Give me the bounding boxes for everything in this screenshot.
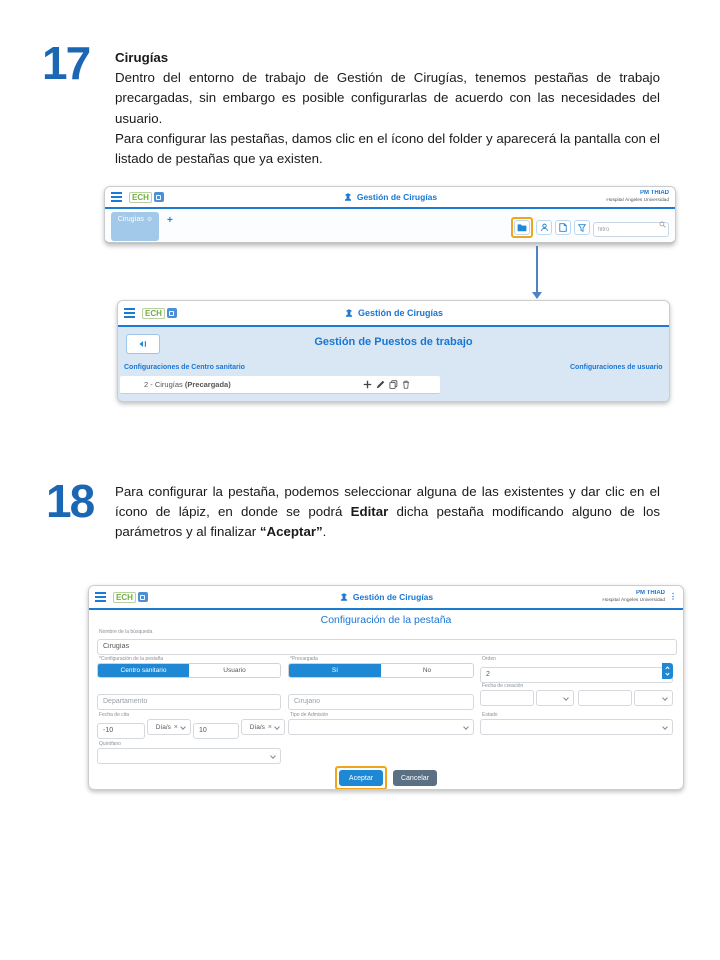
- chevron-down-icon: [662, 695, 668, 701]
- label-nombre-busqueda: Nombre de la búsqueda: [99, 629, 153, 635]
- form-buttons: [89, 766, 683, 790]
- cita-hasta-input[interactable]: [193, 723, 239, 739]
- label-fecha-creacion: Fecha de creación: [482, 683, 524, 689]
- step-18-t1: Para configurar la pestaña, podemos seleccionar alguna de las existentes y dar clic en el ícono de lápiz, en donde se podrá: [115, 484, 660, 520]
- edit-pencil-icon[interactable]: [376, 380, 385, 389]
- logo-chip-icon: [167, 308, 177, 318]
- chevron-down-icon: [463, 724, 469, 730]
- chevron-down-icon: [270, 753, 276, 759]
- field-cirujano: [288, 690, 474, 706]
- menu-icon[interactable]: [111, 196, 122, 198]
- row-bold-text: (Precargada): [184, 380, 231, 389]
- cita-unidad-select[interactable]: [147, 719, 191, 735]
- user-name: PM THIAD: [636, 590, 665, 597]
- cita-unidad2-value: Día/s: [249, 723, 265, 731]
- step-17-paragraph-2: Para configurar las pestañas, damos clic en el ícono del folder y aparecerá la pantalla con el listado de pestañas que ya existen.: [115, 130, 660, 167]
- user-organization: Hospital Ángeles Universidad: [602, 597, 665, 603]
- logo-chip-icon: [138, 592, 148, 602]
- nombre-input[interactable]: [97, 639, 677, 655]
- departamento-input[interactable]: [97, 694, 281, 710]
- step-17-paragraph-1: Dentro del entorno de trabajo de Gestión de Cirugías, tenemos pestañas de trabajo precargadas, sin embargo es posible configurarlas de acuerdo con las necesidades del usuario.: [115, 70, 660, 126]
- app-title-text: Gestión de Cirugías: [356, 192, 438, 202]
- user-organization: Hospital Ángeles Universidad: [606, 197, 669, 203]
- add-icon[interactable]: [363, 380, 372, 389]
- orden-input[interactable]: [480, 667, 673, 683]
- step-18-bold-editar: Editar: [350, 504, 389, 520]
- screenshot-surgery-app: [104, 186, 676, 244]
- aceptar-highlight-box: [335, 766, 387, 790]
- field-cita-hasta: [193, 719, 239, 735]
- row-text: 2 - Cirugías: [144, 380, 185, 389]
- form-title: Configuración de la pestaña: [320, 614, 452, 626]
- estado-select[interactable]: [480, 719, 673, 735]
- search-icon: [659, 221, 666, 228]
- app-title: [118, 308, 669, 318]
- fecha-creacion-unidad2-select[interactable]: [634, 690, 673, 706]
- step-17-text: [115, 48, 660, 169]
- user-info[interactable]: [606, 190, 669, 203]
- filter-button[interactable]: [574, 220, 590, 235]
- toggle-usuario[interactable]: Usuario: [189, 664, 280, 677]
- clear-icon[interactable]: ×: [267, 723, 272, 731]
- field-nombre: [97, 635, 677, 651]
- fecha-creacion-unidad-select[interactable]: [536, 690, 574, 706]
- user-icon: [540, 223, 549, 232]
- cancelar-button[interactable]: Cancelar: [393, 770, 437, 786]
- menu-icon[interactable]: [95, 596, 106, 598]
- surgeon-icon: [343, 192, 353, 202]
- user-name: PM THIAD: [640, 190, 669, 197]
- field-cita-desde: [97, 719, 145, 735]
- document-icon: [559, 223, 567, 232]
- app-title: [89, 592, 683, 602]
- step-17-number: 17: [42, 37, 90, 89]
- surgeon-icon: [344, 308, 354, 318]
- step-18-t2: dicha pestaña modificando alguno de los parámetros y al finalizar: [115, 504, 661, 540]
- copy-icon[interactable]: [389, 380, 398, 389]
- label-config-pestana: *Configuración de la pestaña: [99, 656, 164, 662]
- ech-logo: [113, 592, 148, 603]
- app-header: [89, 586, 683, 610]
- quirofano-select[interactable]: [97, 748, 281, 764]
- row-actions: [363, 380, 410, 389]
- toolbar: [511, 217, 669, 238]
- user-info[interactable]: [602, 590, 665, 603]
- add-tab-button[interactable]: +: [167, 215, 173, 226]
- chevron-down-icon: [274, 724, 280, 730]
- chevron-down-icon: [665, 671, 669, 675]
- document-button[interactable]: [555, 220, 571, 235]
- app-title: [105, 192, 675, 202]
- orden-stepper[interactable]: [662, 663, 673, 679]
- puestos-body: [118, 327, 669, 401]
- filter-input[interactable]: [593, 222, 669, 237]
- chevron-down-icon: [662, 724, 668, 730]
- step-18-text: [115, 482, 660, 543]
- section-title: Gestión de Puestos de trabajo: [314, 336, 473, 348]
- toggle-config-pestana: [97, 663, 281, 678]
- app-title-text: Gestión de Cirugías: [352, 592, 434, 602]
- ech-logo: [142, 308, 177, 319]
- toggle-si[interactable]: Sí: [289, 664, 381, 677]
- screenshot-config-pestana: [88, 585, 684, 790]
- toggle-precargada: [288, 663, 474, 678]
- step-18-paragraph: [115, 482, 660, 543]
- fecha-creacion-desde-input[interactable]: [480, 690, 534, 706]
- tab-label: Cirugías: [117, 216, 144, 223]
- aceptar-button[interactable]: Aceptar: [339, 770, 383, 786]
- app-header: [105, 187, 675, 209]
- label-precargada: *Precargada: [290, 656, 318, 662]
- step-18-number: 18: [46, 475, 94, 527]
- delete-trash-icon[interactable]: [402, 380, 410, 389]
- logo-text: ECH: [142, 308, 165, 319]
- cita-unidad2-select[interactable]: [241, 719, 285, 735]
- toggle-no[interactable]: No: [381, 664, 473, 677]
- app-header: [118, 301, 669, 327]
- label-fecha-cita: Fecha de cita: [99, 712, 130, 718]
- config-row-cirugias[interactable]: [120, 376, 440, 394]
- folder-icon: [517, 223, 527, 232]
- label-estado: Estado: [482, 712, 498, 718]
- field-departamento: [97, 690, 281, 706]
- step-18-t3: .: [322, 524, 327, 540]
- cita-unidad-value: Día/s: [155, 723, 171, 731]
- connector-arrow: [536, 246, 538, 292]
- cirujano-input[interactable]: [288, 694, 474, 710]
- user-config-button[interactable]: [536, 220, 552, 235]
- screenshot-puestos-trabajo: [117, 300, 670, 402]
- app-title-text: Gestión de Cirugías: [357, 308, 444, 318]
- cita-desde-input[interactable]: [97, 723, 145, 739]
- logo-text: ECH: [129, 192, 152, 203]
- folder-highlight-box: [511, 217, 533, 238]
- chevron-down-icon: [563, 695, 569, 701]
- column-header-usuario: Configuraciones de usuario: [570, 364, 663, 371]
- row-label: [120, 380, 231, 389]
- logo-text: ECH: [113, 592, 136, 603]
- surgeon-icon: [339, 592, 349, 602]
- logo-chip-icon: [154, 192, 164, 202]
- menu-icon[interactable]: [124, 312, 135, 314]
- kebab-menu-icon[interactable]: ⋮: [669, 592, 677, 601]
- tab-bar: [105, 209, 675, 243]
- step-18-bold-aceptar: “Aceptar”: [259, 524, 323, 540]
- tab-cirugias[interactable]: [111, 212, 159, 241]
- step-17-title: Cirugías: [115, 50, 169, 65]
- funnel-icon: [578, 224, 586, 232]
- label-tipo-admision: Tipo de Admisión: [290, 712, 329, 718]
- ech-logo: [129, 192, 164, 203]
- clear-icon[interactable]: ×: [173, 723, 178, 731]
- field-orden: [480, 663, 673, 679]
- tipo-admision-select[interactable]: [288, 719, 474, 735]
- toggle-centro-sanitario[interactable]: Centro sanitario: [98, 664, 189, 677]
- column-header-centro: Configuraciones de Centro sanitario: [124, 364, 245, 371]
- label-quirofano: Quirófano: [99, 741, 121, 747]
- folder-button[interactable]: [514, 220, 530, 235]
- gear-icon[interactable]: ⚙: [146, 216, 153, 223]
- filter-field: [593, 218, 669, 238]
- chevron-up-icon: [665, 666, 669, 670]
- label-orden: Orden: [482, 656, 496, 662]
- chevron-down-icon: [180, 724, 186, 730]
- fecha-creacion-hasta-input[interactable]: [578, 690, 632, 706]
